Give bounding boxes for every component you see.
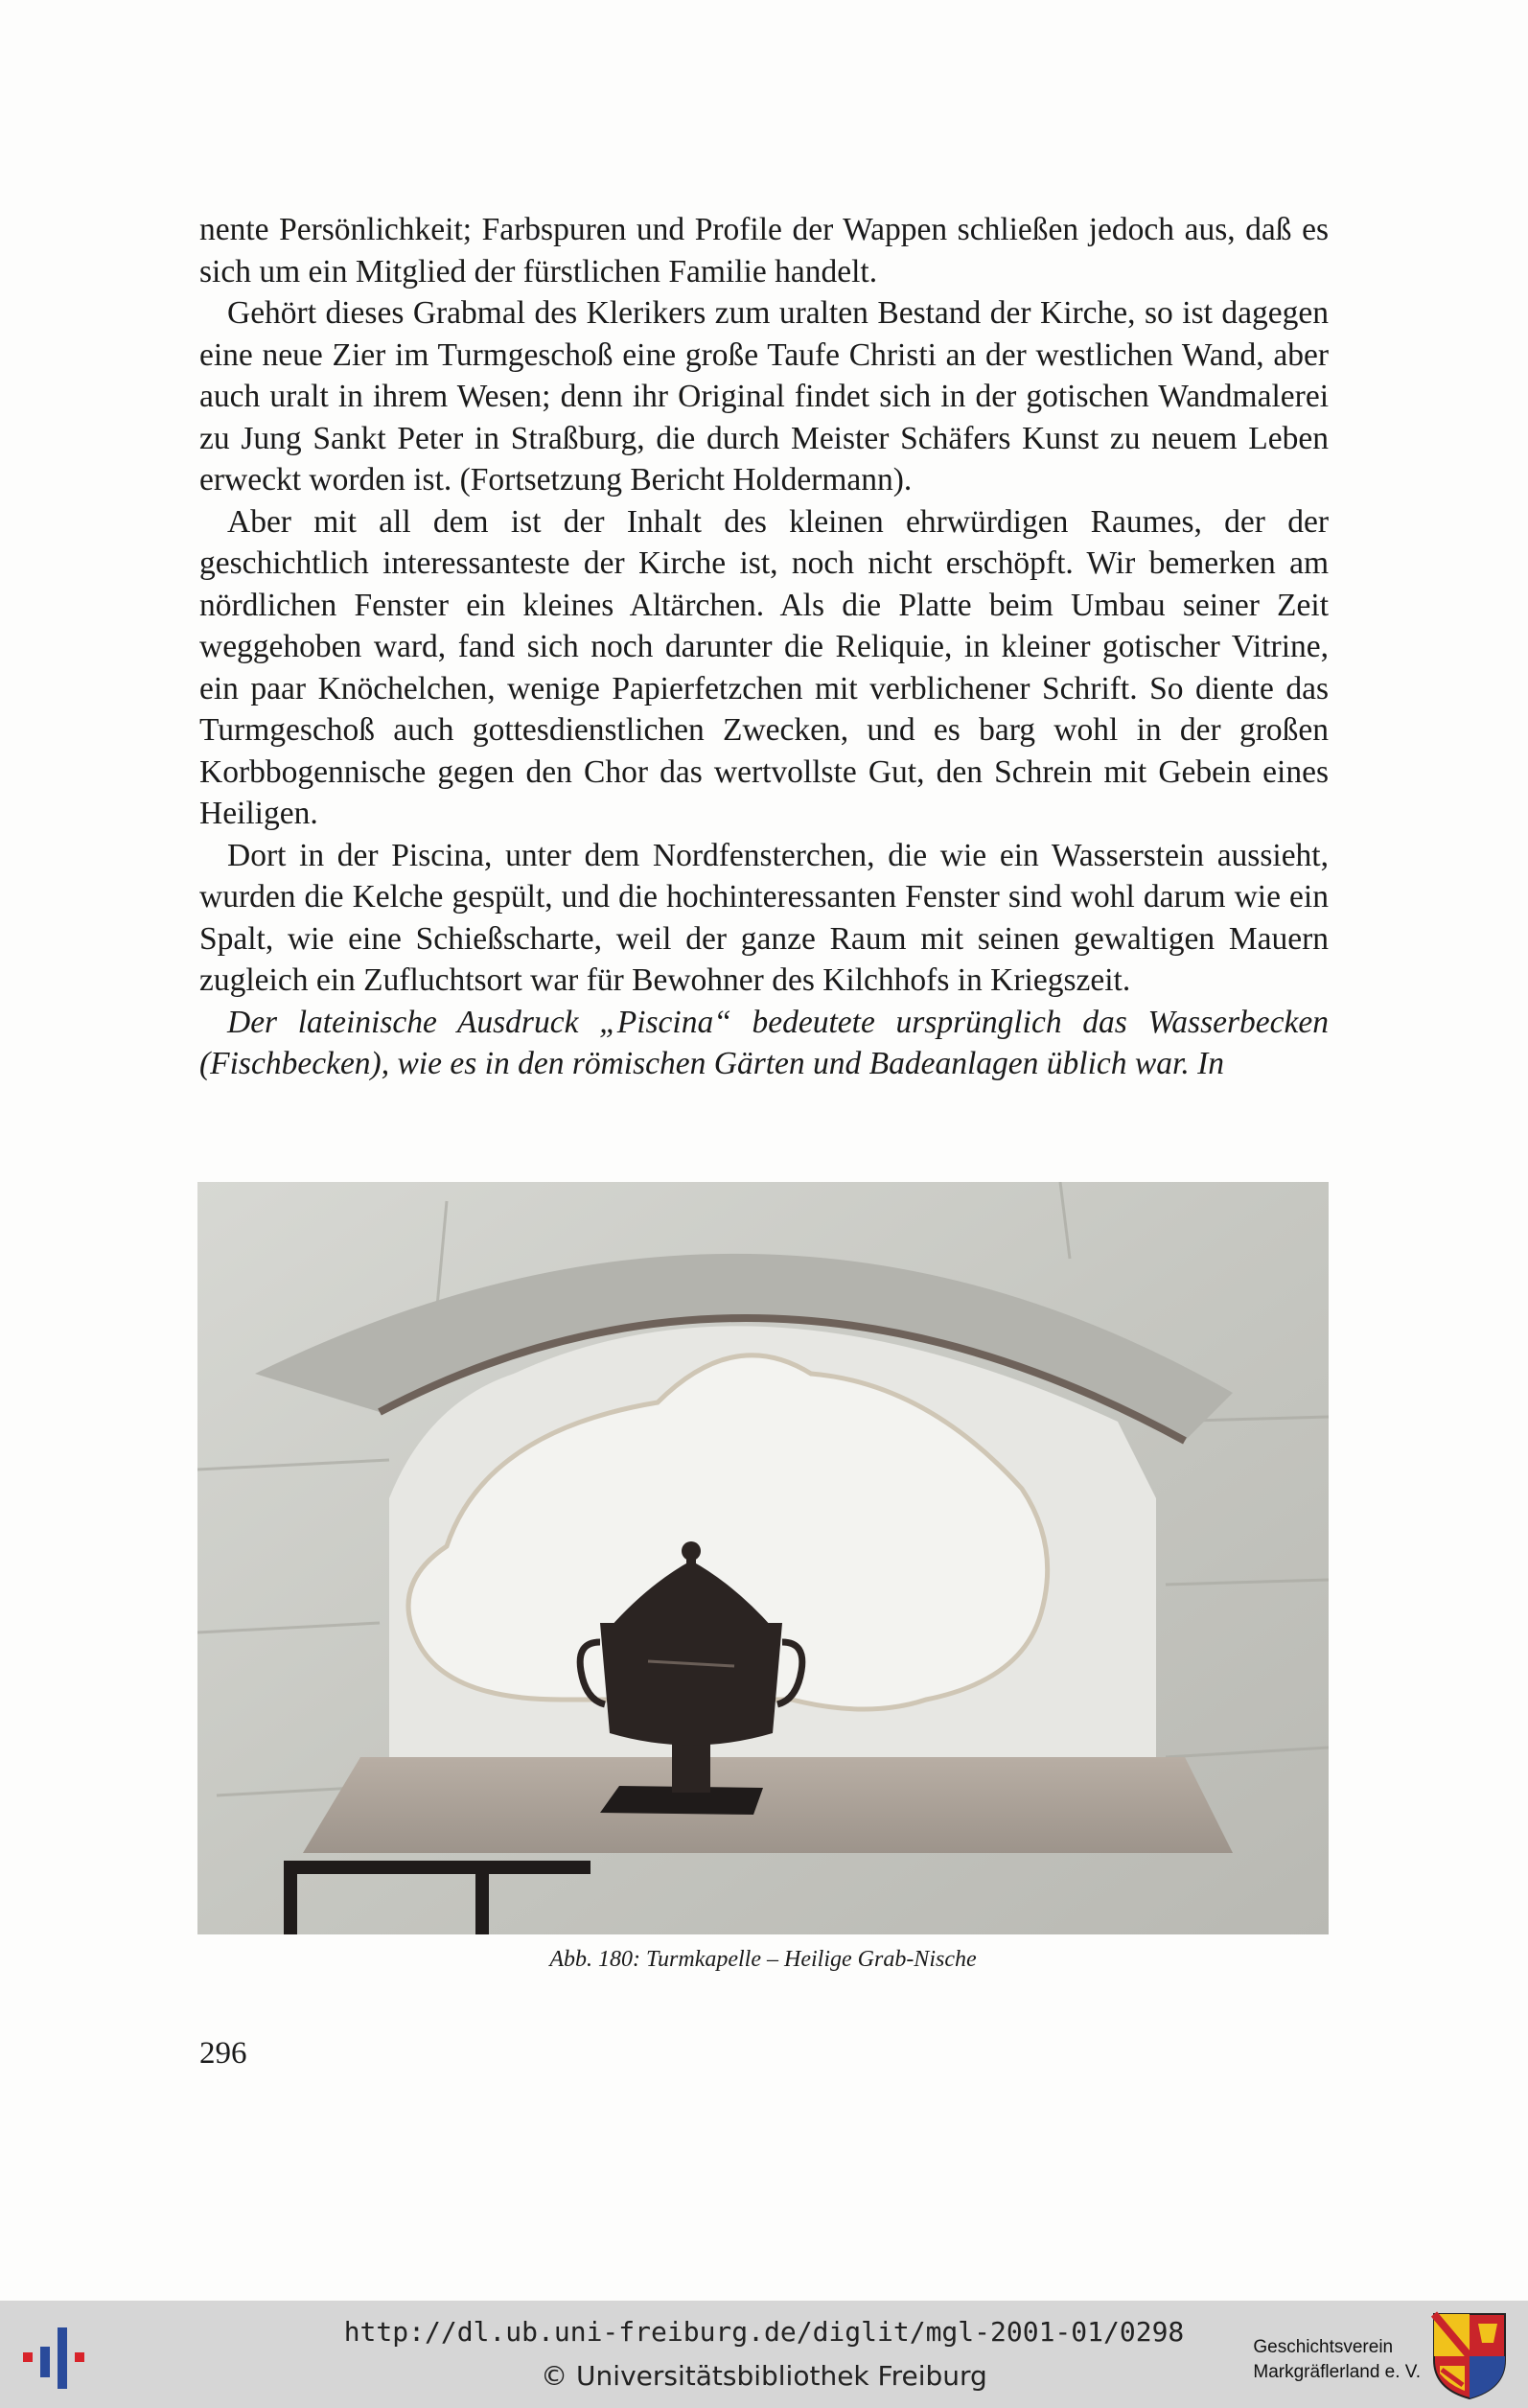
paragraph-1: nente Persönlichkeit; Farbspuren und Profile der Wappen schließen jedoch aus, daß es sich um ein Mitglied der fürstlichen Familie handelt. (199, 212, 1329, 289)
permalink-url[interactable]: http://dl.ub.uni-freiburg.de/diglit/mgl-2001-01/0298 (343, 2316, 1185, 2348)
society-name (1253, 2335, 1421, 2385)
paragraph-5: Der lateinische Ausdruck „Piscina“ bedeutete ursprünglich das Wasserbecken (Fischbecken), wie es in den römischen Gärten und Badeanlagen üblich war. In (199, 1004, 1329, 1081)
paragraph-3: Aber mit all dem ist der Inhalt des kleinen ehrwürdigen Raumes, der der geschichtlich interessanteste der Kirche ist, noch nicht erschöpft. Wir bemerken am nördlichen Fenster ein kleines Altärchen. Als die Platte beim Umbau seiner Zeit weggehoben ward, fand sich noch darunter die Reliquie, in kleiner gotischer Vitrine, ein paar Knöchelchen, wenige Papierfetzchen mit verblichener Schrift. So diente das Turmgeschoß auch gottesdienstlichen Zwecken, und es barg wohl in der großen Korbbogennische gegen den Chor das wertvollste Gut, den Schrein mit Gebein eines Heiligen. (199, 503, 1329, 831)
paragraph-2: Gehört dieses Grabmal des Klerikers zum uralten Bestand der Kirche, so ist dagegen eine neue Zier im Turmgeschoß eine große Taufe Christi an der westlichen Wand, aber auch uralt in ihrem Wesen; denn ihr Original findet sich in der gotischen Wandmalerei zu Jung Sankt Peter in Straßburg, die durch Meister Schäfers Kunst zu neuem Leben erweckt worden ist. (Fortsetzung Bericht Holdermann). (199, 295, 1329, 498)
coat-of-arms-icon (1430, 2310, 1509, 2400)
society-line-1: Geschichtsverein (1253, 2337, 1394, 2357)
figure-photo-niche (197, 1182, 1329, 1934)
paragraph-4: Dort in der Piscina, unter dem Nordfensterchen, die wie ein Wasserstein aussieht, wurden die Kelche gespült, und die hochinteressanten Fenster sind wohl darum wie ein Spalt, wie eine Schießscharte, weil der ganze Raum mit seinen gewaltigen Mauern zugleich ein Zufluchtsort war für Bewohner des Kilchhofs in Kriegszeit. (199, 837, 1329, 998)
copyright-text: © Universitätsbibliothek Freiburg (541, 2360, 987, 2392)
society-line-2: Markgräflerland e. V. (1253, 2362, 1421, 2382)
body-text (199, 209, 1329, 1085)
footer-bar (0, 2301, 1528, 2408)
figure-caption: Abb. 180: Turmkapelle – Heilige Grab-Nische (549, 1947, 977, 1972)
page-number: 296 (199, 2036, 247, 2071)
